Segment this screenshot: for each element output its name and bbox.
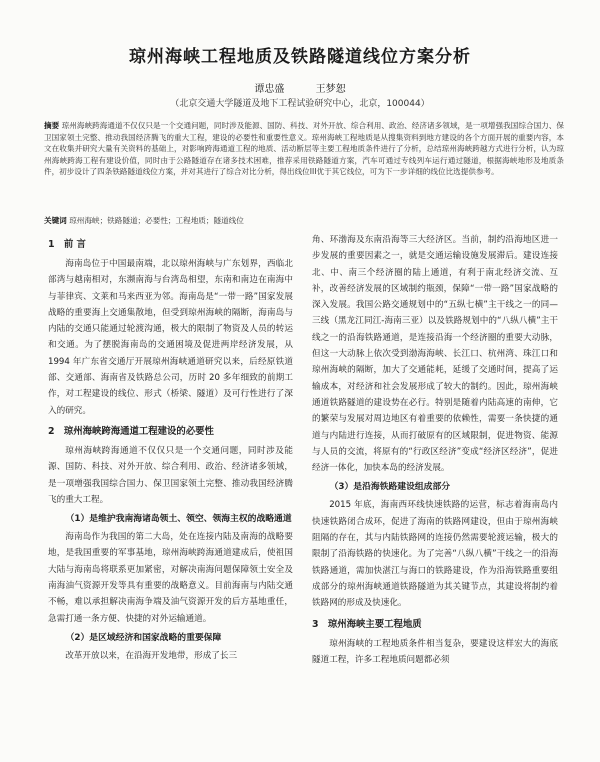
abstract-label: 摘要: [44, 121, 60, 130]
paper-authors: 谭忠盛 王梦恕: [254, 84, 346, 95]
subsection-2-3-heading: （3）是沿海铁路建设组成部分: [329, 482, 451, 493]
continued-paragraph: 角、环渤海及东南沿海等三大经济区。当前，制约沿海地区进一步发展的重要因素之一，就是交通运输设施发展滞后。建设连接北、中、南三个经济圈的陆上通道，有利于南北经济交流、互补，改善经济发展的区域制约瓶颈，保障“一带一路”国家战略的深入发展。我国公路交通规划中的“五纵七横”主干线之一的同—三线（黑龙江同江-海南三亚）以及铁路规划中的“八纵八横”主干线之一的沿海铁路通道，是连接沿海一个经济圈的重要大动脉，但这一大动脉上依次受到渤海海峡、长江口、杭州湾、珠江口和琼州海峡的隔断，加大了交通能耗，延缓了交通时间，提高了运输成本，对经济和社会发展形成了较大的制约。因此，琼州海峡通道铁路隧道的建设势在必行。特别是随着内陆高速的南伸，它的繁荣与发展对周边地区有着重要的依赖性，需要一条快捷的通道与内陆进行连接，从而打破原有的区域限制，促进物资、能源与人员的交流，将原有的“行政区经济”变成“经济区经济”，促进经济一体化，加快本岛的经济发展。: [312, 235, 558, 474]
right-column: [312, 232, 558, 668]
keywords-label: 关键词: [44, 216, 67, 225]
abstract-block: [44, 120, 564, 178]
subsection-2-1-heading: （1）是维护我南海诸岛领土、领空、领海主权的战略通道: [65, 514, 292, 525]
section-1-paragraph: 海南岛位于中国最南端，北以琼州海峡与广东划界，西临北部湾与越南相对，东濒南海与台湾岛相望，东南和南边在南海中与菲律宾、文莱和马来西亚为邻。海南岛是“一带一路”国家发展战略的重要海上交通集散地，但受到琼州海峡的隔断，海南岛与内陆的交通只能通过轮渡沟通，极大的限制了物资及人员的转运和交通。为了摆脱海南岛的交通困境及促进两岸经济发展，从 1994 年广东省交通厅开展琼州海峡通道研究以来，后经原铁道部、交通部、海南省及铁路总公司，历时 20 多年细致的前期工作，对工程建设的线位、形式（桥梁、隧道）及可行性进行了深入的研究。: [48, 259, 293, 416]
keywords-text: 琼州海峡；铁路隧道；必要性；工程地质；隧道线位: [69, 216, 244, 225]
section-3-paragraph: 琼州海峡的工程地质条件相当复杂，要建设这样宏大的海底隧道工程，许多工程地质问题都必须: [312, 638, 558, 665]
abstract-text: 琼州海峡跨海通道不仅仅只是一个交通问题，同时涉及能源、国防、科技、对外开放、综合利用、政治、经济诸多领域，是一项增强我国综合国力、保卫国家领土完整、推动我国经济腾飞的重大工程，建设的必要性和重要性意义。琼州海峡工程地质是从搜集资料到地方建设的各个方面开展的重要内容，本文在收集并研究大量有关资料的基础上，对影响跨海通道工程的地质、活动断层等主要工程地质条件进行了分析，总结琼州海峡跨越方式进行分析，认为琼州海峡跨海工程有建设价值，同时由于公路隧道存在诸多技术困难，推荐采用铁路隧道方案，汽车可通过专线列车运行通过隧道，根据海峡地形及地质条件，初步设计了四条铁路隧道线位方案，并对其进行了综合对比分析，得出线位III优于其它线位，可为下一步详细的线位比选提供参考。: [44, 121, 565, 177]
section-3-heading: 3 琼州海峡主要工程地质: [312, 618, 422, 630]
section-2-paragraph-2: 海南岛作为我国的第二大岛，处在连接内陆及南海的战略要地，是我国重要的军事基地，琼州海峡跨海通道建成后，使祖国大陆与海南岛将联系更加紧密，对解决南海问题保障领土安全及南海油气资源开发等具有重要的战略意义。目前海南与内陆交通不畅，难以承担解决南海争端及油气资源开发的后方基地重任，急需打通一条方便、快捷的对外运输通道。: [48, 532, 293, 624]
paper-affiliation: （北京交通大学隧道及地下工程试验研究中心，北京，100044）: [170, 99, 430, 109]
section-2-paragraph-3: 改革开放以来，在沿海开发地带，形成了长三: [65, 650, 238, 661]
section-1-heading: 1 前 言: [48, 239, 86, 250]
left-column: [48, 232, 293, 664]
keywords-block: [44, 215, 564, 226]
paper-title: 琼州海峡工程地质及铁路隧道线位方案分析: [129, 47, 471, 67]
section-2-paragraph-1: 琼州海峡跨海通道不仅仅只是一个交通问题，同时涉及能源、国防、科技、对外开放、综合利用、政治、经济诸多领域，是一项增强我国综合国力、保卫国家领土完整、推动我国经济腾飞的重大工程。: [48, 445, 293, 505]
subsection-2-2-heading: （2）是区域经济和国家战略的重要保障: [65, 632, 222, 643]
section-2-heading: 2 琼州海峡跨海通道工程建设的必要性: [48, 425, 214, 437]
subsection-2-3-paragraph: 2015 年底，海南西环线快速铁路的运营，标志着海南岛内快速铁路闭合成环，促进了海南的铁路网建设，但由于琼州海峡阻隔的存在，其与内陆铁路网的连接仍然需要轮渡运输，极大的限制了沿海铁路的快速化。为了完善“八纵八横”干线之一的沿海铁路通道，需加快湛江与海口的铁路建设，作为沿海铁路重要组成部分的琼州海峡通道铁路隧道为其关键节点，其建设将制约着铁路网的形成及快速化。: [312, 500, 558, 609]
